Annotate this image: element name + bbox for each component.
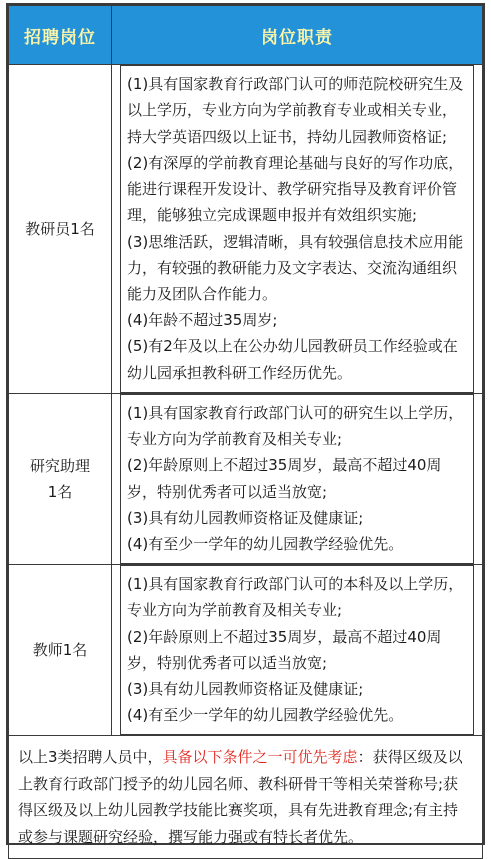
- header-position: 招聘岗位: [9, 6, 112, 65]
- duty-item: (2)年龄原则上不超过35周岁，最高不超过40周岁，特别优秀者可以适当放宽;: [127, 627, 442, 672]
- recruitment-table-frame: [6, 3, 485, 845]
- note-prefix: 以上3类招聘人员中，: [18, 748, 163, 767]
- duties-box: [120, 565, 474, 735]
- priority-note: [9, 736, 483, 859]
- table-row: [9, 565, 483, 736]
- duty-item: (3)思维活跃，逻辑清晰，具有较强信息技术应用能力，有较强的教研能力及文字表达、交流沟通组织能力及团队合作能力。: [127, 232, 464, 303]
- duties-cell: [112, 65, 483, 394]
- duty-item: (4)年龄不超过35周岁;: [127, 311, 278, 330]
- duty-item: (1)具有国家教育行政部门认可的本科及以上学历，专业方向为学前教育及相关专业;: [127, 575, 464, 620]
- duty-item: (4)有至少一学年的幼儿园教学经验优先。: [127, 706, 404, 725]
- duty-item: (1)具有国家教育行政部门认可的研究生以上学历，专业方向为学前教育及相关专业;: [127, 404, 464, 449]
- table-row: [9, 65, 483, 394]
- duty-item: (1)具有国家教育行政部门认可的师范院校研究生及以上学历，专业方向为学前教育专业或相关专业，持大学英语四级以上证书，持幼儿园教师资格证;: [127, 75, 464, 146]
- position-cell: [9, 394, 112, 565]
- duties-box: [120, 394, 474, 564]
- duty-item: (3)具有幼儿园教师资格证及健康证;: [127, 508, 364, 527]
- duty-item: (2)有深厚的学前教育理论基础与良好的写作功底，能进行课程开发设计、教学研究指导及教育评价管理，能够独立完成课题申报并有效组织实施;: [127, 153, 464, 225]
- recruitment-table: [8, 5, 483, 859]
- duties-box: [120, 65, 474, 392]
- note-suffix: ：获得区级及以上教育行政部门授予的幼儿园名师、教科研骨干等相关荣誉称号;获得区级及以上幼儿园教学技能比赛奖项，具有先进教育理念;有主持或参与课题研究经验，撰写能力强或有特长者优先。: [18, 748, 463, 846]
- table-header-row: [9, 6, 483, 65]
- duty-item: (3)具有幼儿园教师资格证及健康证;: [127, 680, 364, 699]
- duty-item: (2)年龄原则上不超过35周岁，最高不超过40周岁，特别优秀者可以适当放宽;: [127, 456, 442, 501]
- header-duties: 岗位职责: [112, 6, 483, 65]
- position-label: 研究助理: [29, 457, 90, 476]
- position-cell: 教师1名: [9, 565, 112, 736]
- position-cell: 教研员1名: [9, 65, 112, 394]
- duty-item: (5)有2年及以上在公办幼儿园教研员工作经验或在幼儿园承担教科研工作经历优先。: [127, 337, 458, 382]
- table-row: [9, 394, 483, 565]
- note-highlight: 具备以下条件之一可优先考虑: [162, 748, 358, 767]
- position-count: 1名: [47, 483, 73, 502]
- duties-cell: [112, 565, 483, 736]
- duties-cell: [112, 394, 483, 565]
- duty-item: (4)有至少一学年的幼儿园教学经验优先。: [127, 535, 404, 554]
- note-row: [9, 736, 483, 859]
